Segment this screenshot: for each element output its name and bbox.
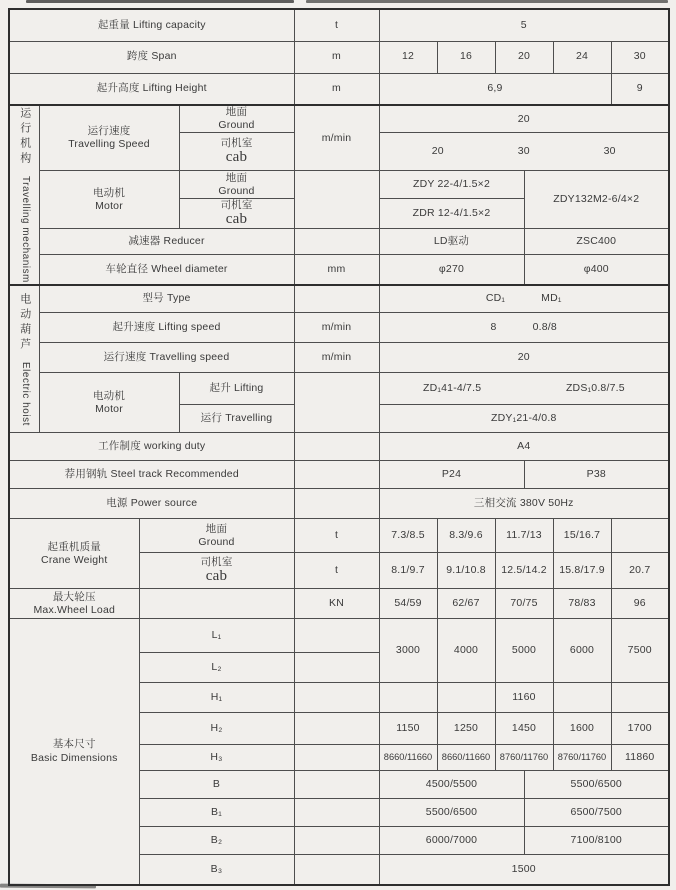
cab-sublabel xyxy=(139,553,294,589)
dim-b1-label: B₁ xyxy=(139,799,294,827)
label-line: 电动机 xyxy=(92,389,126,402)
dim-b3-value: 1500 xyxy=(379,855,669,885)
span-label: 跨度 Span xyxy=(9,41,294,73)
dim-h2-value: 1250 xyxy=(437,713,495,745)
lifting-capacity-value: 5 xyxy=(379,9,669,41)
unit-cell xyxy=(294,855,379,885)
unit-cell xyxy=(294,171,379,229)
hoist-travelling-speed-label: 运行速度 Travelling speed xyxy=(39,343,294,373)
crane-weight-value: 20.7 xyxy=(611,553,669,589)
dim-b1-value: 6500/7500 xyxy=(524,799,669,827)
unit-cell xyxy=(294,489,379,519)
electric-hoist-group-label xyxy=(9,285,39,433)
multi-value-row xyxy=(381,382,668,395)
label-line: Max.Wheel Load xyxy=(33,603,116,616)
value-item: ZD₁41-4/7.5 xyxy=(422,382,482,395)
travelling-speed-label xyxy=(39,105,179,171)
crane-weight-value: 12.5/14.2 xyxy=(495,553,553,589)
table-row xyxy=(9,229,669,255)
hoist-lifting-speed-value xyxy=(379,313,669,343)
unit-cell: KN xyxy=(294,589,379,619)
label-line: 地面 xyxy=(225,106,248,118)
group-label-en: Electric hoist xyxy=(19,361,31,426)
dim-h1-label: H₁ xyxy=(139,683,294,713)
label-line: 基本尺寸 xyxy=(52,738,96,751)
wheel-load-value: 70/75 xyxy=(495,589,553,619)
ground-sublabel xyxy=(179,105,294,133)
group-label-zh: 电动葫芦 xyxy=(18,292,31,353)
dim-b-value: 4500/5500 xyxy=(379,771,524,799)
crane-weight-value: 15/16.7 xyxy=(553,519,611,553)
label-line: cab xyxy=(225,211,248,228)
table-row xyxy=(9,73,669,105)
dim-h2-value: 1600 xyxy=(553,713,611,745)
wheel-load-value: 96 xyxy=(611,589,669,619)
label-line: 地面 xyxy=(225,171,248,184)
dim-h2-value: 1700 xyxy=(611,713,669,745)
dim-b2-value: 6000/7000 xyxy=(379,827,524,855)
dim-h2-value: 1150 xyxy=(379,713,437,745)
value-item: CD₁ xyxy=(485,292,506,305)
unit-cell xyxy=(294,745,379,771)
dim-b2-value: 7100/8100 xyxy=(524,827,669,855)
dim-l2-label: L₂ xyxy=(139,653,294,683)
table-row xyxy=(9,313,669,343)
crane-weight-value: 9.1/10.8 xyxy=(437,553,495,589)
unit-cell xyxy=(294,683,379,713)
travelling-mechanism-group-label xyxy=(9,105,39,285)
unit-cell: m xyxy=(294,73,379,105)
lifting-height-value: 6,9 xyxy=(379,73,611,105)
crane-weight-value: 8.3/9.6 xyxy=(437,519,495,553)
value-item: 8 xyxy=(490,321,497,334)
label-line: 起重机质量 xyxy=(47,540,101,553)
wheel-diameter-value: φ270 xyxy=(379,255,524,285)
dim-h1-value xyxy=(379,683,437,713)
max-wheel-load-label xyxy=(9,589,139,619)
reducer-value: ZSC400 xyxy=(524,229,669,255)
table-row xyxy=(9,519,669,553)
span-value: 30 xyxy=(611,41,669,73)
dim-b-value: 5500/6500 xyxy=(524,771,669,799)
power-source-label: 电源 Power source xyxy=(9,489,294,519)
unit-cell: m/min xyxy=(294,105,379,171)
group-label-en: Travelling mechanism xyxy=(19,175,31,283)
value-item: MD₁ xyxy=(541,292,562,305)
dim-l-value: 3000 xyxy=(379,619,437,683)
dim-h1-value xyxy=(611,683,669,713)
unit-cell xyxy=(294,653,379,683)
label-line: Crane Weight xyxy=(41,553,108,566)
label-line: 地面 xyxy=(205,522,228,535)
label-line: 电动机 xyxy=(92,186,126,199)
label-line: Ground xyxy=(218,184,255,197)
vertical-group-label xyxy=(19,293,30,426)
value-pair xyxy=(381,321,668,334)
value-item: 20 xyxy=(431,145,444,158)
dim-h1-value xyxy=(437,683,495,713)
span-value: 24 xyxy=(553,41,611,73)
dim-h2-label: H₂ xyxy=(139,713,294,745)
lifting-capacity-label: 起重量 Lifting capacity xyxy=(9,9,294,41)
dim-h3-value: 8760/11760 xyxy=(553,745,611,771)
wheel-load-value: 78/83 xyxy=(553,589,611,619)
lifting-sublabel: 起升 Lifting xyxy=(179,373,294,405)
value-pair xyxy=(381,292,668,305)
spacer-cell xyxy=(139,589,294,619)
spec-table-body xyxy=(9,9,669,885)
unit-cell xyxy=(294,771,379,799)
dim-h2-value: 1450 xyxy=(495,713,553,745)
motor-cab-value: ZDR 12-4/1.5×2 xyxy=(379,199,524,229)
label-line: Motor xyxy=(95,199,123,212)
group-label-zh: 运行机构 xyxy=(18,106,31,167)
travelling-sublabel: 运行 Travelling xyxy=(179,405,294,433)
dim-l-value: 5000 xyxy=(495,619,553,683)
table-row xyxy=(9,433,669,461)
dim-l-value: 4000 xyxy=(437,619,495,683)
span-value: 16 xyxy=(437,41,495,73)
span-value: 20 xyxy=(495,41,553,73)
label-line: Basic Dimensions xyxy=(30,751,118,764)
dim-h3-label: H₃ xyxy=(139,745,294,771)
table-row xyxy=(9,171,669,199)
hoist-motor-travelling-value: ZDY₁21-4/0.8 xyxy=(379,405,669,433)
hoist-motor-lifting-values xyxy=(379,373,669,405)
label-line: 司机室 xyxy=(220,199,253,212)
travelling-speed-cab-values xyxy=(379,133,669,171)
table-row xyxy=(9,285,669,313)
unit-cell: m/min xyxy=(294,313,379,343)
crane-spec-table xyxy=(8,8,670,886)
basic-dimensions-label xyxy=(9,619,139,885)
type-value xyxy=(379,285,669,313)
dim-h3-value: 11860 xyxy=(611,745,669,771)
label-line: Motor xyxy=(95,402,123,415)
dim-h1-value: 1160 xyxy=(495,683,553,713)
cab-sublabel xyxy=(179,133,294,171)
table-row xyxy=(9,373,669,405)
span-value: 12 xyxy=(379,41,437,73)
dim-b2-label: B₂ xyxy=(139,827,294,855)
unit-cell: mm xyxy=(294,255,379,285)
unit-cell xyxy=(294,285,379,313)
wheel-load-value: 54/59 xyxy=(379,589,437,619)
label-line: 最大轮压 xyxy=(52,590,96,603)
table-row xyxy=(9,489,669,519)
motor-value: ZDY132M2-6/4×2 xyxy=(524,171,669,229)
scan-artifact xyxy=(26,0,294,3)
dim-h3-value: 8660/11660 xyxy=(379,745,437,771)
unit-cell xyxy=(294,461,379,489)
dim-b-label: B xyxy=(139,771,294,799)
hoist-motor-label xyxy=(39,373,179,433)
type-label: 型号 Type xyxy=(39,285,294,313)
dim-l1-label: L₁ xyxy=(139,619,294,653)
ground-sublabel xyxy=(139,519,294,553)
crane-weight-label xyxy=(9,519,139,589)
steel-track-value: P24 xyxy=(379,461,524,489)
steel-track-label: 荐用钢轨 Steel track Recommended xyxy=(9,461,294,489)
vertical-group-label xyxy=(19,107,30,283)
multi-value-row xyxy=(381,145,668,158)
wheel-diameter-value: φ400 xyxy=(524,255,669,285)
dim-l-value: 7500 xyxy=(611,619,669,683)
unit-cell xyxy=(294,433,379,461)
label-line: Ground xyxy=(218,119,255,132)
table-row xyxy=(9,255,669,285)
working-duty-value: A4 xyxy=(379,433,669,461)
travelling-speed-ground-value: 20 xyxy=(379,105,669,133)
crane-weight-value: 8.1/9.7 xyxy=(379,553,437,589)
table-row xyxy=(9,41,669,73)
label-line: Ground xyxy=(198,535,235,548)
unit-cell xyxy=(294,619,379,653)
crane-weight-value: 11.7/13 xyxy=(495,519,553,553)
hoist-travelling-speed-value: 20 xyxy=(379,343,669,373)
table-row xyxy=(9,589,669,619)
label-line: 运行速度 xyxy=(87,125,131,137)
unit-cell xyxy=(294,373,379,433)
crane-weight-value: 15.8/17.9 xyxy=(553,553,611,589)
wheel-load-value: 62/67 xyxy=(437,589,495,619)
unit-cell: t xyxy=(294,9,379,41)
unit-cell xyxy=(294,713,379,745)
lifting-height-value: 9 xyxy=(611,73,669,105)
steel-track-value: P38 xyxy=(524,461,669,489)
dim-b3-label: B₃ xyxy=(139,855,294,885)
table-row xyxy=(9,343,669,373)
label-line: cab xyxy=(225,149,248,166)
power-source-value: 三相交流 380V 50Hz xyxy=(379,489,669,519)
crane-weight-value xyxy=(611,519,669,553)
lifting-height-label: 起升高度 Lifting Height xyxy=(9,73,294,105)
value-item: 30 xyxy=(603,145,616,158)
unit-cell: t xyxy=(294,553,379,589)
dim-h1-value xyxy=(553,683,611,713)
value-item: 0.8/8 xyxy=(532,321,557,334)
table-row xyxy=(9,9,669,41)
unit-cell: t xyxy=(294,519,379,553)
scan-artifact xyxy=(306,0,668,3)
reducer-label: 减速器 Reducer xyxy=(39,229,294,255)
value-item: ZDS₁0.8/7.5 xyxy=(565,382,625,395)
dim-l-value: 6000 xyxy=(553,619,611,683)
ground-sublabel xyxy=(179,171,294,199)
label-line: cab xyxy=(205,568,228,585)
motor-label xyxy=(39,171,179,229)
value-item: 30 xyxy=(517,145,530,158)
dim-h3-value: 8760/11760 xyxy=(495,745,553,771)
unit-cell xyxy=(294,827,379,855)
unit-cell: m xyxy=(294,41,379,73)
dim-b1-value: 5500/6500 xyxy=(379,799,524,827)
working-duty-label: 工作制度 working duty xyxy=(9,433,294,461)
motor-ground-value: ZDY 22-4/1.5×2 xyxy=(379,171,524,199)
dim-h3-value: 8660/11660 xyxy=(437,745,495,771)
table-row xyxy=(9,619,669,653)
label-line: Travelling Speed xyxy=(68,138,150,151)
crane-weight-value: 7.3/8.5 xyxy=(379,519,437,553)
unit-cell: m/min xyxy=(294,343,379,373)
table-row xyxy=(9,461,669,489)
label-line: 司机室 xyxy=(200,556,233,569)
cab-sublabel xyxy=(179,199,294,229)
unit-cell xyxy=(294,229,379,255)
wheel-diameter-label: 车轮直径 Wheel diameter xyxy=(39,255,294,285)
hoist-lifting-speed-label: 起升速度 Lifting speed xyxy=(39,313,294,343)
table-row xyxy=(9,105,669,133)
reducer-value: LD驱动 xyxy=(379,229,524,255)
unit-cell xyxy=(294,799,379,827)
label-line: 司机室 xyxy=(220,137,253,150)
